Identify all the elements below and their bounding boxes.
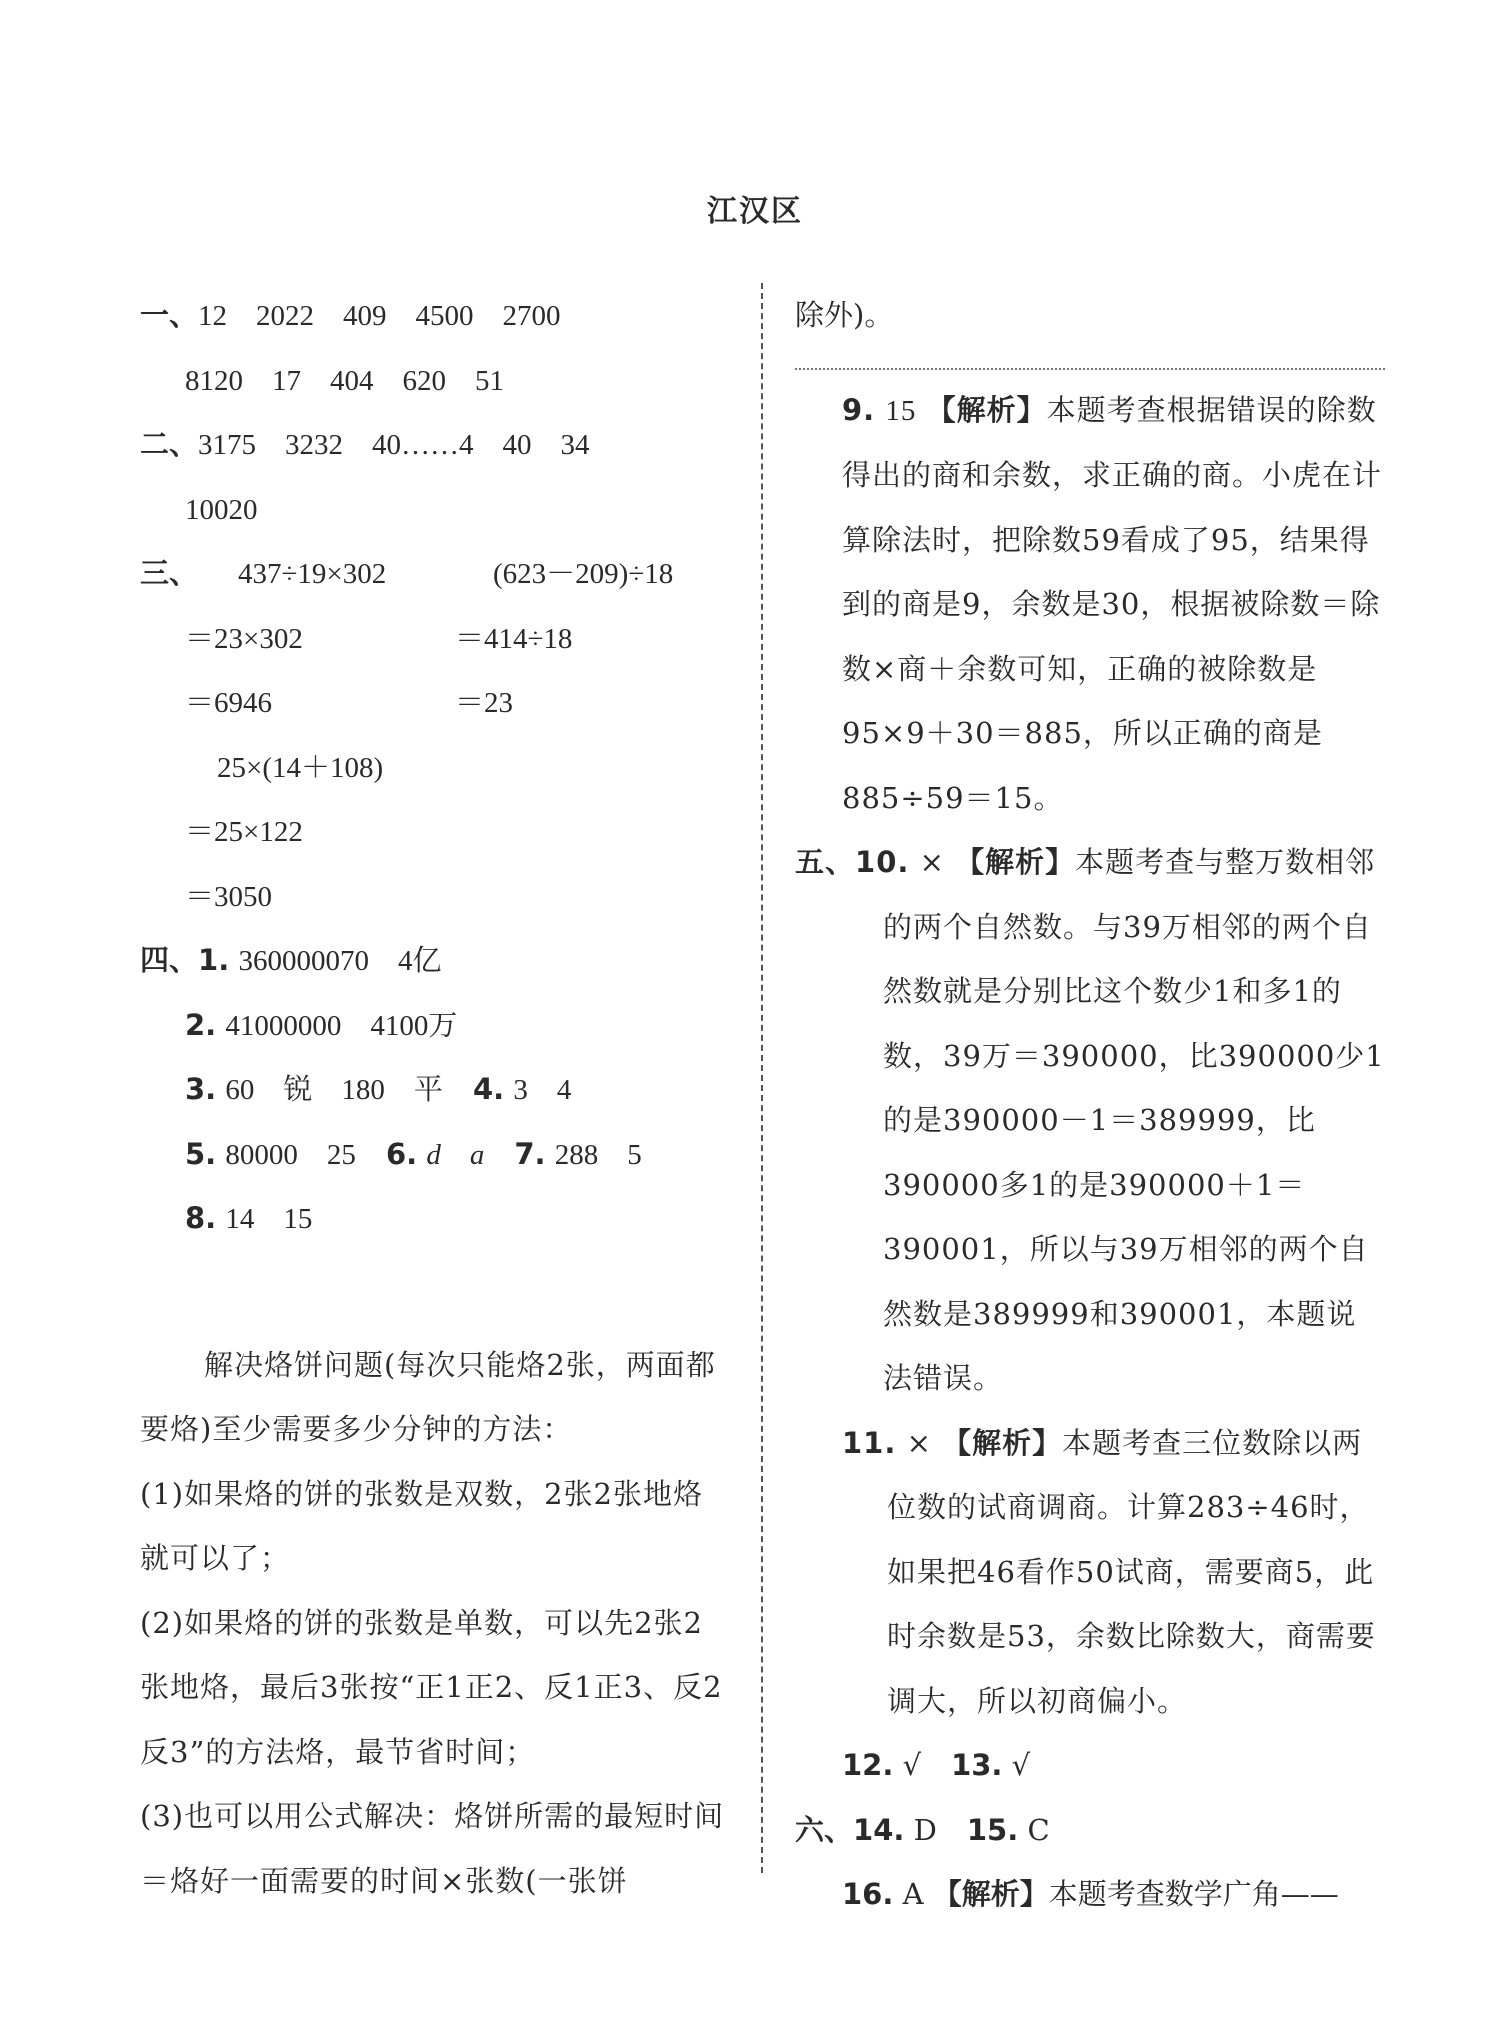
section-4-label: 四、 [140, 943, 199, 977]
section-3-row-1 [140, 541, 730, 606]
question-answer: √ [902, 1748, 922, 1782]
question-answer: 14 15 [225, 1203, 313, 1235]
calc-b-line-2: ＝414÷18 [455, 622, 573, 655]
question-number: 1. [198, 943, 230, 977]
question-number: 2. [185, 1007, 217, 1042]
question-number: 13. [951, 1748, 1003, 1782]
question-answer: 41000000 4100万 [225, 1009, 458, 1042]
tip-note [140, 1333, 730, 1914]
tip-paragraph: (3)也可以用公式解决：烙饼所需的最短时间＝烙好一面需要的时间×张数(一张饼 [140, 1799, 725, 1898]
question-number: 16. [842, 1877, 894, 1911]
page-title: 江汉区 [707, 194, 803, 229]
question-answer: A [902, 1877, 924, 1911]
question-number: 4. [472, 1072, 505, 1106]
question-answer: 60 锐 180 平 [225, 1074, 443, 1106]
section-1-label: 一、 [140, 298, 199, 332]
section-4-row-3 [140, 1057, 730, 1122]
question-answer: d a [426, 1138, 485, 1171]
section-3-row-4 [140, 735, 730, 800]
calc-a-line-1: 437÷19×302 [238, 558, 387, 590]
answers-14-15 [795, 1798, 1385, 1863]
analysis-text: 本题考查数学广角—— [1048, 1877, 1339, 1911]
section-1-answers: 8120 17 404 620 51 [185, 364, 505, 397]
calc-a-line-2: ＝23×302 [185, 622, 303, 655]
analysis-text: 本题考查根据错误的除数得出的商和余数，求正确的商。小虎在计算除法时，把除数59看成了95，结果得到的商是9，余数是30，根据被除数＝除数×商＋余数可知，正确的被除数是95×9＋30＝885，所以正确的商是885÷59＝15。 [842, 392, 1383, 815]
analysis-label: 【解析】 [955, 845, 1076, 879]
question-number: 7. [514, 1136, 546, 1171]
question-answer: 288 5 [554, 1138, 642, 1171]
question-number: 10. [855, 845, 910, 879]
section-1-row-1 [140, 283, 730, 348]
answer-11 [795, 1411, 1385, 1734]
question-answer: C [1027, 1812, 1050, 1847]
section-6-label: 六、 [795, 1812, 854, 1847]
section-3-row-6 [140, 864, 730, 929]
question-number: 11. [842, 1425, 897, 1460]
question-number: 6. [385, 1136, 418, 1171]
column-divider [761, 283, 763, 1873]
section-3-row-5 [140, 799, 730, 864]
question-number: 14. [853, 1812, 905, 1847]
question-answer: D [913, 1812, 937, 1847]
section-4-row-4 [140, 1122, 730, 1187]
section-2-label: 二、 [140, 427, 199, 461]
left-column [140, 283, 730, 1913]
analysis-text: 本题考查三位数除以两位数的试商调商。计算283÷46时，如果把46看作50试商，需要商5，此时余数是53，余数比除数大，商需要调大，所以初商偏小。 [887, 1425, 1376, 1718]
section-4-row-1 [140, 928, 730, 993]
section-3-row-2 [140, 606, 730, 671]
question-answer: 3 4 [513, 1074, 572, 1106]
question-answer: 360000070 4亿 [238, 945, 442, 977]
question-number: 9. [842, 392, 876, 427]
spacer [140, 1251, 730, 1333]
continued-text: 除外)。 [795, 298, 894, 332]
analysis-label: 【解析】 [926, 392, 1047, 427]
section-2-row-2 [140, 477, 730, 542]
calc-c-line-3: ＝3050 [185, 880, 273, 913]
calc-c-line-2: ＝25×122 [185, 816, 303, 848]
section-2-answers: 3175 3232 40……4 40 34 [198, 429, 590, 461]
answer-10 [795, 830, 1385, 1411]
section-3-row-3 [140, 670, 730, 735]
section-2-row-1 [140, 412, 730, 477]
calc-a-line-3: ＝6946 [185, 687, 273, 719]
section-1-answers: 12 2022 409 4500 2700 [198, 300, 561, 332]
question-number: 5. [185, 1136, 217, 1171]
section-3-label: 三、 [140, 556, 199, 590]
question-answer: 80000 25 [225, 1138, 356, 1171]
calc-b-line-1: (623－209)÷18 [493, 558, 674, 590]
analysis-text: 本题考查与整万数相邻的两个自然数。与39万相邻的两个自然数就是分别比这个数少1和多1的数，39万＝390000，比390000少1的是390000－1＝389999，比390000多1的是390000＋1＝390001，所以与39万相邻的两个自然数是389999和390001，本题说法错误。 [883, 845, 1385, 1395]
dotted-separator [795, 368, 1385, 370]
question-answer: × [906, 1425, 932, 1460]
answer-16 [795, 1862, 1385, 1927]
section-4-row-2 [140, 993, 730, 1058]
section-1-row-2 [140, 348, 730, 413]
calc-b-line-3: ＝23 [455, 687, 514, 719]
question-number: 12. [842, 1748, 894, 1782]
question-answer: 15 [885, 394, 917, 427]
section-5-label: 五、 [795, 845, 856, 879]
tip-paragraph: 解决烙饼问题(每次只能烙2张，两面都要烙)至少需要多少分钟的方法： [140, 1347, 716, 1446]
right-column [795, 283, 1385, 1927]
question-number: 8. [185, 1201, 217, 1235]
section-2-answers: 10020 [185, 493, 258, 526]
question-answer: × [919, 845, 945, 879]
question-number: 15. [966, 1812, 1019, 1847]
calc-c-line-1: 25×(14＋108) [217, 751, 384, 784]
analysis-label: 【解析】 [932, 1877, 1049, 1911]
tip-paragraph: (1)如果烙的饼的张数是双数，2张2张地烙就可以了； [140, 1476, 703, 1575]
answer-9 [795, 378, 1385, 831]
section-4-row-5 [140, 1186, 730, 1251]
answers-12-13 [795, 1733, 1385, 1798]
question-number: 3. [185, 1072, 217, 1106]
analysis-label: 【解析】 [942, 1425, 1063, 1460]
question-answer: √ [1011, 1748, 1031, 1782]
tip-paragraph: (2)如果烙的饼的张数是单数，可以先2张2张地烙，最后3张按“正1正2、反1正3、反2反3”的方法烙，最节省时间； [140, 1605, 723, 1769]
